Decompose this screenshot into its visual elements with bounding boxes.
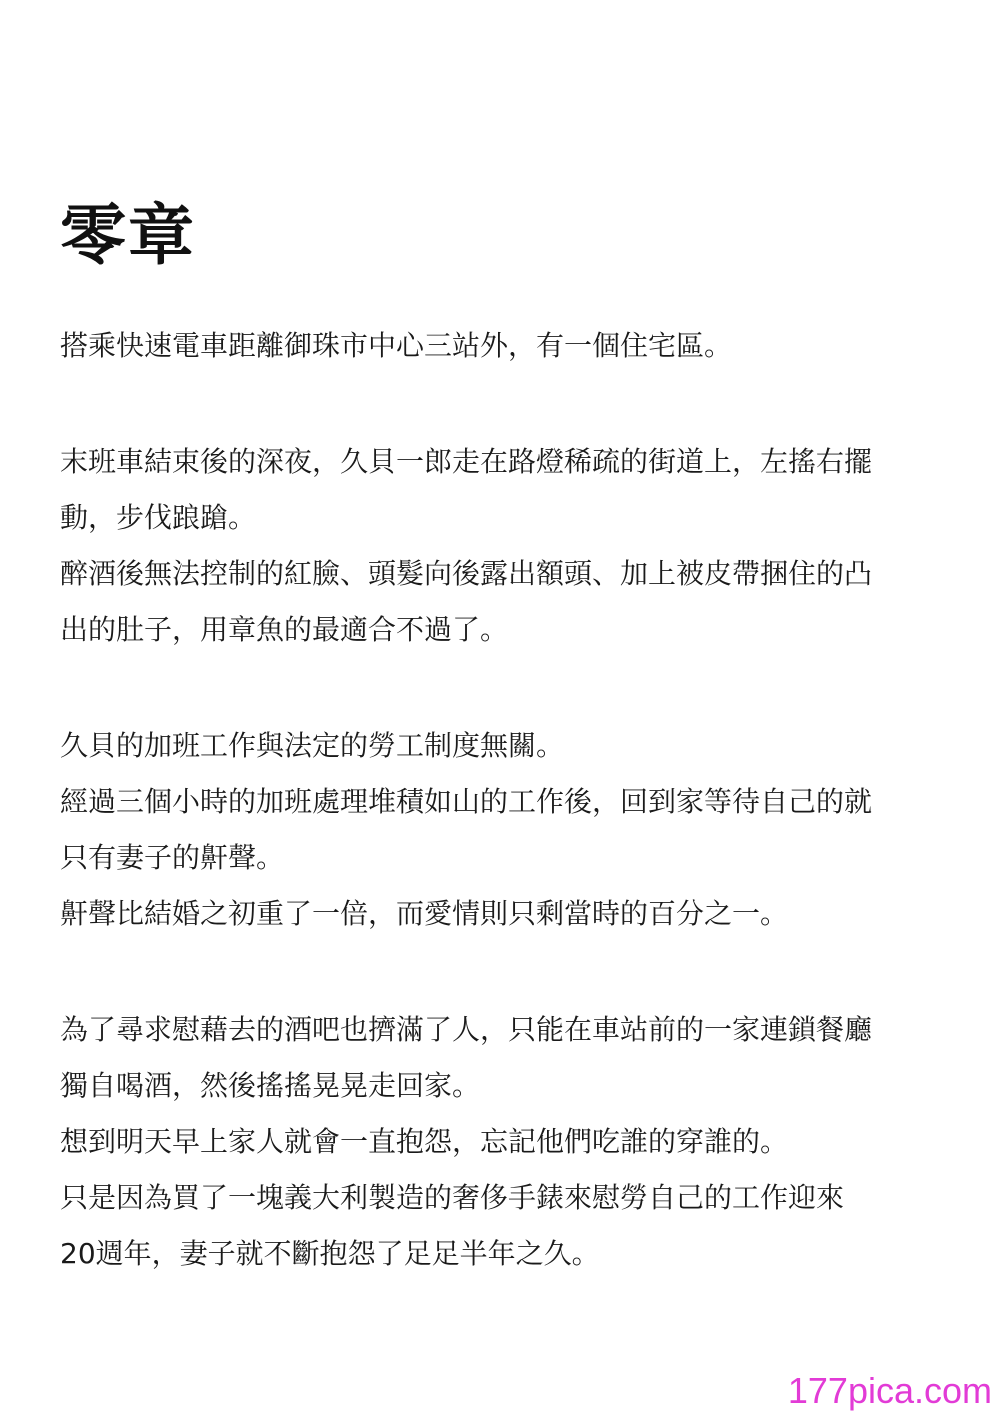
paragraph-1 [60,318,950,374]
text-line: 獨自喝酒，然後搖搖晃晃走回家。 [60,1069,481,1102]
watermark: 177pica.com [787,1370,992,1411]
text-line: 20週年，妻子就不斷抱怨了足足半年之久。 [60,1237,600,1270]
text-line: 搭乘快速電車距離御珠市中心三站外，有一個住宅區。 [60,329,733,362]
text-line: 鼾聲比結婚之初重了一倍，而愛情則只剩當時的百分之一。 [60,897,789,930]
text-line: 為了尋求慰藉去的酒吧也擠滿了人，只能在車站前的一家連鎖餐廳 [60,1013,873,1046]
text-line: 只有妻子的鼾聲。 [60,841,285,874]
body-text [60,318,950,1342]
text-line: 久貝的加班工作與法定的勞工制度無關。 [60,729,565,762]
text-line: 想到明天早上家人就會一直抱怨，忘記他們吃誰的穿誰的。 [60,1125,789,1158]
text-line: 醉酒後無法控制的紅臉、頭髮向後露出額頭、加上被皮帶捆住的凸 [60,557,873,590]
paragraph-4 [60,1002,950,1282]
text-line: 只是因為買了一塊義大利製造的奢侈手錶來慰勞自己的工作迎來 [60,1181,845,1214]
text-line: 末班車結束後的深夜，久貝一郎走在路燈稀疏的街道上，左搖右擺 [60,445,873,478]
chapter-title: 零章 [60,197,196,274]
paragraph-3 [60,718,950,942]
text-line: 出的肚子，用章魚的最適合不過了。 [60,613,509,646]
text-line: 經過三個小時的加班處理堆積如山的工作後，回到家等待自己的就 [60,785,873,818]
text-line: 動，步伐踉蹌。 [60,501,257,534]
paragraph-2 [60,434,950,658]
